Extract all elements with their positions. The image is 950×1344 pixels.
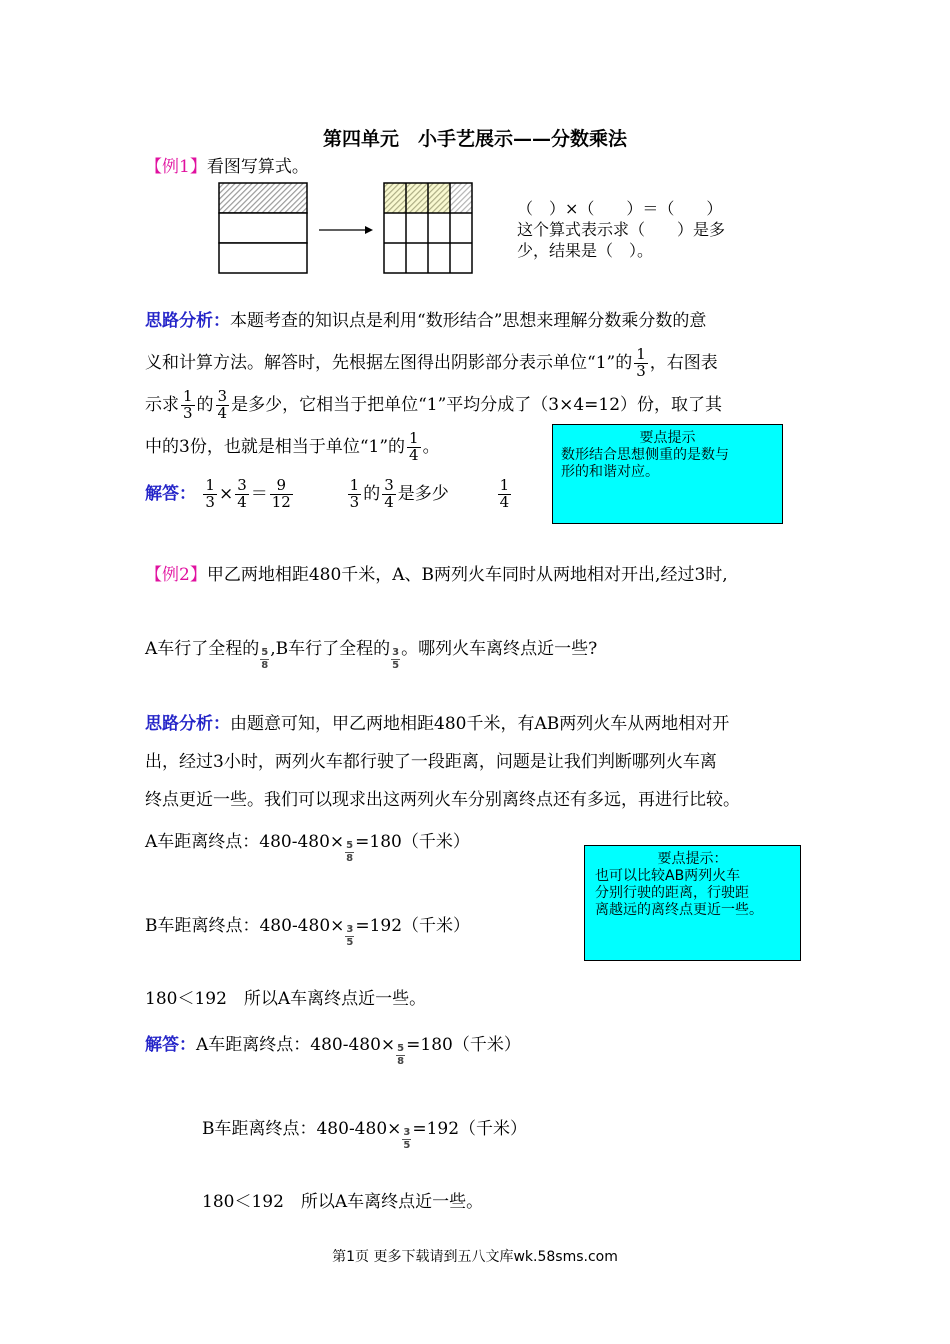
example2-tag: 【例2】 <box>145 565 207 585</box>
example2-line2: A车行了全程的 $\frac{5}{8}$ ,B车行了全程的 $\frac{3}{5}$ 。哪列火车离终点近一些? <box>145 639 598 671</box>
tip2-title: 要点提示： <box>657 851 728 867</box>
answer1: 解答： $\frac{1}{3}$ × $\frac{3}{4}$ ＝ $\frac{9}{12}$ $\frac{1}{3}$ 的 $\frac{3}{4}$ 是多少 $\frac{1}{4}$ <box>145 476 510 511</box>
blank-question-1: 这个算式表示求（ ）是多 <box>517 220 726 239</box>
tip1-title: 要点提示 <box>639 430 696 446</box>
frac-5-8-a: $\frac{5}{8}$ <box>346 840 354 864</box>
shaded-third <box>219 183 307 213</box>
frac-5-8: $\frac{5}{8}$ <box>261 647 269 671</box>
analysis1-line2: 义和计算方法。解答时，先根据左图得出阴影部分表示单位“1”的 <box>145 353 633 373</box>
tip2-body: 也可以比较AB两列火车 <box>595 868 741 884</box>
arrow-icon <box>319 226 373 234</box>
tip-box-2: 要点提示： 也可以比较AB两列火车 分别行驶的距离，行驶距 离越远的离终点更近一些。 <box>584 845 801 961</box>
analysis2-paragraph: 思路分析：由题意可知，甲乙两地相距480千米，有AB两列火车从两地相对开 出，经过3小时，两列火车都行驶了一段距离，问题是让我们判断哪列火车离 终点更近一些。我们可以现求出这两列火车分别离终点还有多远，再进行比较。 <box>145 714 740 810</box>
fraction-3-4: $\frac{3}{4}$ <box>217 387 228 422</box>
fraction-1-4: $\frac{1}{4}$ <box>409 429 419 464</box>
answer1-label: 解答： <box>145 483 196 504</box>
answer-frac-1-4: $\frac{1}{4}$ <box>499 476 510 511</box>
answer2-calc-a: 解答：A车距离终点：480-480× $\frac{5}{8}$ =180（千米） <box>145 1035 521 1067</box>
fraction-1-3b: $\frac{1}{3}$ <box>183 387 193 422</box>
analysis2-calc-a: A车距离终点：480-480× $\frac{5}{8}$ =180（千米） <box>145 832 470 864</box>
page-title: 第四单元 小手艺展示——分数乘法 <box>322 128 627 150</box>
answer-frac-3-4b: $\frac{3}{4}$ <box>384 476 394 511</box>
example1-tag: 【例1】 <box>145 157 207 177</box>
example1-prompt: 看图写算式。 <box>206 157 309 177</box>
analysis1-line3: 示求 <box>145 395 179 415</box>
answer-frac-1-3b: $\frac{1}{3}$ <box>349 476 360 511</box>
analysis1-line4: 中的3份，也就是相当于单位“1”的 <box>145 437 406 457</box>
analysis2-calc-b: B车距离终点：480-480× $\frac{3}{5}$ =192（千米） <box>145 916 471 948</box>
example1-heading <box>145 152 309 177</box>
analysis2-label: 思路分析： <box>145 714 230 734</box>
answer2-calc-b: B车距离终点：480-480× $\frac{3}{5}$ =192（千米） <box>202 1119 528 1151</box>
blank-equation: （ ）×（ ）＝（ ） <box>517 199 723 218</box>
blank-question-2: 少，结果是（ ）。 <box>517 241 654 260</box>
analysis2-compare: 180＜192 所以A车离终点近一些。 <box>145 989 427 1009</box>
analysis1-paragraph: 思路分析：本题考查的知识点是利用“数形结合”思想来理解分数乘分数的意 义和计算方法。解答时，先根据左图得出阴影部分表示单位“1”的 $\frac{1}{3}$ ，右图表 示求 $\frac{1}{3}$ 的 $\frac{3}{4}$ 是多少，它相当于把单位“1”平均分成了（3×4=12）份，取了其 中的3份，也就是相当于单位“1”的 $\frac{1}{4}$ 。 <box>145 311 723 464</box>
frac-5-8-c: $\frac{5}{8}$ <box>397 1043 405 1067</box>
fraction-1-3: $\frac{1}{3}$ <box>636 345 646 380</box>
fraction-diagram <box>215 180 485 276</box>
frac-3-5-b: $\frac{3}{5}$ <box>346 924 354 948</box>
tip1-body: 数形结合思想侧重的是数与 <box>561 447 729 463</box>
example2-line1: 【例2】甲乙两地相距480千米，A、B两列火车同时从两地相对开出,经过3时, <box>145 565 728 585</box>
answer-frac-1-3: $\frac{1}{3}$ <box>205 476 215 511</box>
answer-frac-3-4: $\frac{3}{4}$ <box>237 476 247 511</box>
answer-frac-9-12: $\frac{9}{12}$ <box>271 476 291 511</box>
example1-blanks <box>517 198 725 261</box>
answer2-compare: 180＜192 所以A车离终点近一些。 <box>202 1192 484 1212</box>
analysis1-label: 思路分析： <box>145 311 230 331</box>
right-grid <box>384 183 472 273</box>
page-footer: 第1页 更多下载请到五八文库wk.58sms.com <box>332 1249 618 1265</box>
tip-box-1: 要点提示 数形结合思想侧重的是数与 形的和谐对应。 <box>552 424 783 524</box>
left-rectangle <box>219 183 307 273</box>
analysis1-line1: 本题考查的知识点是利用“数形结合”思想来理解分数乘分数的意 <box>230 311 707 331</box>
frac-3-5-d: $\frac{3}{5}$ <box>403 1127 411 1151</box>
answer2-label: 解答： <box>145 1035 196 1055</box>
frac-3-5: $\frac{3}{5}$ <box>392 647 400 671</box>
